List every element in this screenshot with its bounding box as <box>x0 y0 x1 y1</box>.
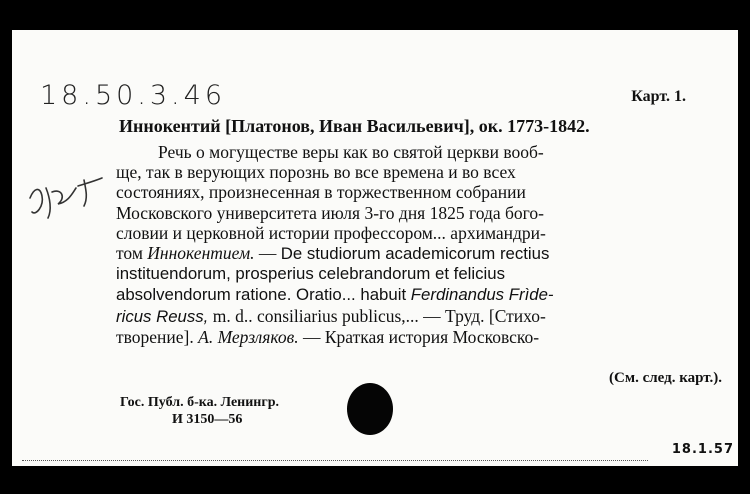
handwritten-shelfmark: 18.50.3.46 <box>40 80 226 111</box>
body-line <box>116 327 686 347</box>
body-line: ще, так в верующих порознь во все времена и во всех <box>116 162 516 183</box>
continued-note: (См. след. карт.). <box>609 370 722 386</box>
catalog-card <box>12 30 738 466</box>
library-imprint <box>120 394 279 428</box>
latin-title: De studiorum academicorum rectius <box>280 244 550 264</box>
person-name: Иннокентием. <box>147 243 255 264</box>
handwritten-scribble <box>22 158 122 228</box>
body-line: словии и церковной истории профессором... архимандри- <box>116 222 546 243</box>
author-heading: Иннокентий [Платонов, Иван Васильевич], ок. 1773-1842. <box>119 116 590 136</box>
library-name: Гос. Публ. б-ка. Ленингр. <box>120 395 280 410</box>
library-code: И 3150—56 <box>172 412 243 427</box>
body-text-span: — Краткая история Московско- <box>298 326 540 347</box>
person-name: А. Мерзляков. <box>198 326 299 347</box>
person-name: Ferdinandus Frìde- <box>410 285 554 305</box>
body-line: состояниях, произнесенная в торжественном собрании <box>116 182 526 203</box>
body-line <box>116 243 686 264</box>
card-number: Карт. 1. <box>631 88 686 105</box>
body-line: instituendorum, prosperius celebrandorum et felicius <box>116 264 505 284</box>
body-line <box>116 284 686 305</box>
body-text-span: творение]. <box>116 326 199 347</box>
dash: — <box>254 243 281 264</box>
body-text-span: m. d.. consiliarius publicus,... — Труд. [Стихо- <box>208 305 546 326</box>
body-text-span: том <box>116 243 148 264</box>
body-line: Речь о могуществе веры как во святой церкви вооб- <box>158 142 544 162</box>
person-name: ricus Reuss, <box>116 306 209 326</box>
description-body <box>116 142 686 347</box>
divider <box>22 460 648 461</box>
punch-hole <box>347 383 393 435</box>
latin-text: absolvendorum ratione. Oratio... habuit <box>116 285 411 305</box>
body-line: Московского университета июля 3-го дня 1825 года бого- <box>116 202 544 223</box>
date-stamp: 18.1.57 <box>671 442 734 457</box>
body-line <box>116 306 686 327</box>
